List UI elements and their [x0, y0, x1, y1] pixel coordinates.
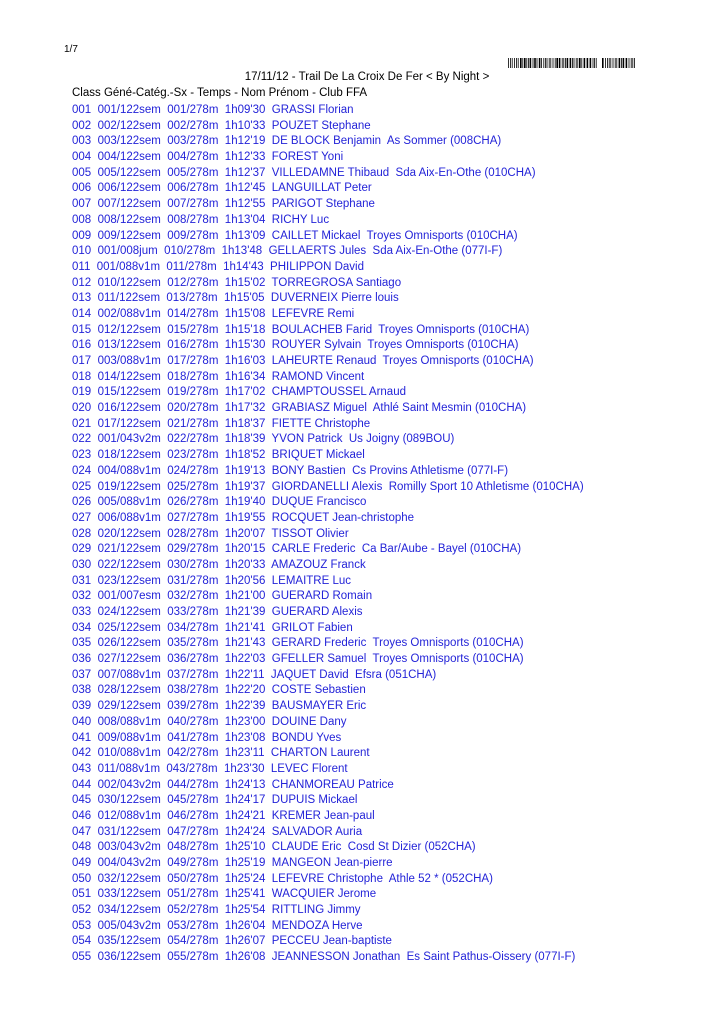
result-row: 049 004/043v2m 049/278m 1h25'19 MANGEON Jean-pierre	[72, 857, 393, 869]
result-row: 033 024/122sem 033/278m 1h21'39 GUERARD Alexis	[72, 606, 363, 618]
result-row: 003 003/122sem 003/278m 1h12'19 DE BLOCK Benjamin As Sommer (008CHA)	[72, 135, 502, 148]
result-row: 052 034/122sem 052/278m 1h25'54 RITTLING Jimmy	[72, 904, 361, 917]
result-row: 046 012/088v1m 046/278m 1h24'21 KREMER Jean-paul	[72, 809, 375, 822]
result-row: 032 001/007esm 032/278m 1h21'00 GUERARD Romain	[72, 590, 373, 603]
column-header: Class Géné-Catég.-Sx - Temps - Nom Prénom - Club FFA	[72, 87, 368, 99]
result-row: 001 001/122sem 001/278m 1h09'30 GRASSI Florian	[72, 104, 354, 116]
page-title: 17/11/12 - Trail De La Croix De Fer < By Night >	[244, 71, 490, 83]
result-row: 022 001/043v2m 022/278m 1h18'39 YVON Patrick Us Joigny (089BOU)	[72, 433, 455, 446]
result-row: 038 028/122sem 038/278m 1h22'20 COSTE Sebastien	[72, 684, 366, 697]
result-row: 018 014/122sem 018/278m 1h16'34 RAMOND Vincent	[72, 370, 365, 383]
result-row: 041 009/088v1m 041/278m 1h23'08 BONDU Yves	[72, 731, 342, 744]
results-list	[72, 103, 584, 966]
result-row: 027 006/088v1m 027/278m 1h19'55 ROCQUET Jean-christophe	[72, 511, 415, 524]
result-row: 054 035/122sem 054/278m 1h26'07 PECCEU Jean-baptiste	[72, 935, 392, 948]
result-row: 017 003/088v1m 017/278m 1h16'03 LAHEURTE Renaud Troyes Omnisports (010CHA)	[72, 355, 534, 367]
result-row: 023 018/122sem 023/278m 1h18'52 BRIQUET Mickael	[72, 449, 365, 462]
result-row: 021 017/122sem 021/278m 1h18'37 FIETTE Christophe	[72, 417, 371, 430]
result-row: 007 007/122sem 007/278m 1h12'55 PARIGOT Stephane	[72, 198, 375, 211]
result-row: 048 003/043v2m 048/278m 1h25'10 CLAUDE Eric Cosd St Dizier (052CHA)	[72, 841, 476, 854]
result-row: 019 015/122sem 019/278m 1h17'02 CHAMPTOUSSEL Arnaud	[72, 386, 406, 399]
result-row: 025 019/122sem 025/278m 1h19'37 GIORDANELLI Alexis Romilly Sport 10 Athletisme (010CHA)	[72, 480, 584, 493]
result-row: 035 026/122sem 035/278m 1h21'43 GERARD Frederic Troyes Omnisports (010CHA)	[72, 637, 524, 650]
result-row: 024 004/088v1m 024/278m 1h19'13 BONY Bastien Cs Provins Athletisme (077I-F)	[72, 464, 509, 477]
result-row: 051 033/122sem 051/278m 1h25'41 WACQUIER Jerome	[72, 888, 377, 901]
result-row: 040 008/088v1m 040/278m 1h23'00 DOUINE Dany	[72, 715, 347, 728]
result-row: 037 007/088v1m 037/278m 1h22'11 JAQUET David Efsra (051CHA)	[72, 668, 437, 681]
result-row: 045 030/122sem 045/278m 1h24'17 DUPUIS Mickael	[72, 794, 358, 807]
result-row: 044 002/043v2m 044/278m 1h24'13 CHANMOREAU Patrice	[72, 778, 394, 791]
result-row: 020 016/122sem 020/278m 1h17'32 GRABIASZ Miguel Athlé Saint Mesmin (010CHA)	[72, 402, 527, 415]
result-row: 016 013/122sem 016/278m 1h15'30 ROUYER Sylvain Troyes Omnisports (010CHA)	[72, 339, 519, 352]
result-row: 004 004/122sem 004/278m 1h12'33 FOREST Yoni	[72, 151, 344, 164]
result-row: 026 005/088v1m 026/278m 1h19'40 DUQUE Francisco	[72, 496, 367, 509]
result-row: 029 021/122sem 029/278m 1h20'15 CARLE Frederic Ca Bar/Aube - Bayel (010CHA)	[72, 543, 522, 556]
page-number: 1/7	[64, 44, 78, 55]
barcode-icon	[508, 58, 636, 68]
result-row: 043 011/088v1m 043/278m 1h23'30 LEVEC Florent	[72, 762, 348, 775]
result-row: 031 023/122sem 031/278m 1h20'56 LEMAITRE Luc	[72, 574, 352, 587]
result-row: 039 029/122sem 039/278m 1h22'39 BAUSMAYER Eric	[72, 700, 367, 713]
result-row: 047 031/122sem 047/278m 1h24'24 SALVADOR Auria	[72, 825, 363, 838]
result-row: 013 011/122sem 013/278m 1h15'05 DUVERNEIX Pierre louis	[72, 292, 399, 305]
result-row: 006 006/122sem 006/278m 1h12'45 LANGUILLAT Peter	[72, 182, 372, 195]
result-row: 005 005/122sem 005/278m 1h12'37 VILLEDAMNE Thibaud Sda Aix-En-Othe (010CHA)	[72, 166, 536, 179]
result-row: 015 012/122sem 015/278m 1h15'18 BOULACHEB Farid Troyes Omnisports (010CHA)	[72, 323, 530, 336]
result-row: 053 005/043v2m 053/278m 1h26'04 MENDOZA Herve	[72, 919, 363, 932]
result-row: 002 002/122sem 002/278m 1h10'33 POUZET Stephane	[72, 119, 371, 132]
result-row: 042 010/088v1m 042/278m 1h23'11 CHARTON Laurent	[72, 747, 370, 760]
result-row: 008 008/122sem 008/278m 1h13'04 RICHY Luc	[72, 213, 330, 226]
result-row: 034 025/122sem 034/278m 1h21'41 GRILOT Fabien	[72, 621, 353, 634]
result-row: 014 002/088v1m 014/278m 1h15'08 LEFEVRE Remi	[72, 307, 355, 320]
result-row: 050 032/122sem 050/278m 1h25'24 LEFEVRE Christophe Athle 52 * (052CHA)	[72, 872, 493, 885]
result-row: 036 027/122sem 036/278m 1h22'03 GFELLER Samuel Troyes Omnisports (010CHA)	[72, 653, 524, 666]
result-row: 030 022/122sem 030/278m 1h20'33 AMAZOUZ Franck	[72, 558, 366, 571]
result-row: 011 001/088v1m 011/278m 1h14'43 PHILIPPON David	[72, 260, 365, 273]
result-row: 010 001/008jum 010/278m 1h13'48 GELLAERTS Jules Sda Aix-En-Othe (077I-F)	[72, 245, 503, 258]
result-row: 055 036/122sem 055/278m 1h26'08 JEANNESSON Jonathan Es Saint Pathus-Oissery (077I-F)	[72, 951, 576, 964]
result-row: 012 010/122sem 012/278m 1h15'02 TORREGROSA Santiago	[72, 276, 402, 289]
result-row: 028 020/122sem 028/278m 1h20'07 TISSOT Olivier	[72, 527, 349, 540]
result-row: 009 009/122sem 009/278m 1h13'09 CAILLET Mickael Troyes Omnisports (010CHA)	[72, 229, 518, 242]
